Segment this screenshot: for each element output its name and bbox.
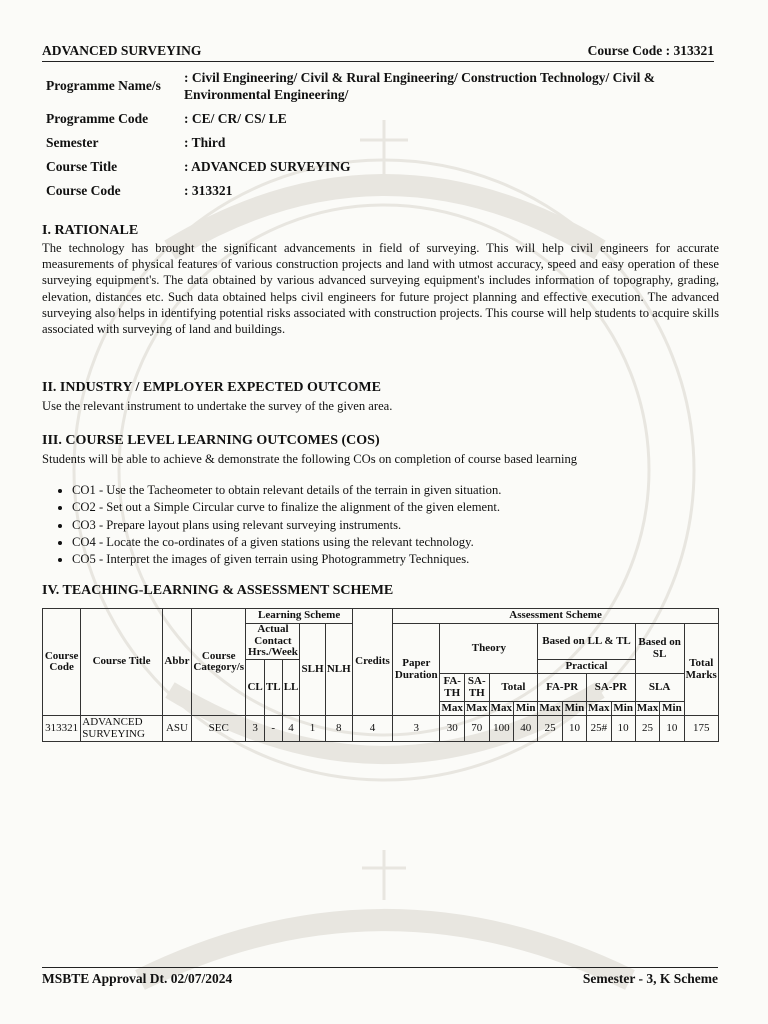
cell-slh: 1: [300, 716, 325, 742]
cell-tl: -: [264, 716, 282, 742]
cell-total-min: 40: [514, 716, 538, 742]
th-course-code: Course Code: [43, 609, 81, 716]
list-item: • CO2 - Set out a Simple Circular curve to finalize the alignment of the given element.: [72, 499, 501, 516]
th-min: Min: [660, 702, 684, 716]
th-abbr: Abbr: [162, 609, 191, 716]
cell-category: SEC: [192, 716, 246, 742]
info-row-course-title: Course Title : ADVANCED SURVEYING: [46, 159, 351, 174]
info-row-semester: Semester : Third: [46, 135, 226, 150]
th-max: Max: [588, 701, 610, 714]
course-info: [42, 67, 718, 203]
th-theory: Theory: [440, 624, 538, 674]
th-learning-scheme: Learning Scheme: [246, 609, 352, 624]
th-slh: SLH: [300, 624, 325, 716]
th-sa-th: SA- TH: [465, 674, 490, 702]
cell-sa-th-max: 70: [465, 716, 490, 742]
th-nlh: NLH: [325, 624, 352, 716]
cell-fa-pr-max: 25: [538, 716, 563, 742]
cell-course-code: 313321: [43, 716, 81, 742]
th-course-title: Course Title: [81, 609, 163, 716]
cell-sla-max: 25: [635, 716, 660, 742]
page-footer: [42, 967, 718, 987]
table-row: [43, 716, 719, 742]
cell-course-title: ADVANCED SURVEYING: [81, 716, 163, 742]
th-max: Max: [539, 701, 561, 714]
th-actual-contact: Actual Contact Hrs./Week: [246, 624, 300, 660]
scheme-table: [42, 608, 719, 742]
cell-total-max: 100: [489, 716, 514, 742]
cell-total-marks: 175: [684, 716, 719, 742]
th-total: Total: [489, 674, 538, 702]
scheme-heading: IV. TEACHING-LEARNING & ASSESSMENT SCHEME: [42, 583, 394, 598]
info-row-programme-name: Programme Name/s : Civil Engineering/ Civil & Rural Engineering/ Construction Technology/ Civil & Environmental Engineering/: [46, 70, 656, 102]
th-max: Max: [466, 701, 488, 714]
cell-abbr: ASU: [162, 716, 191, 742]
th-paper-duration: Paper Duration: [393, 624, 440, 716]
th-ll: LL: [282, 660, 300, 716]
rationale-heading: I. RATIONALE: [42, 223, 139, 238]
th-course-category: Course Category/s: [192, 609, 246, 716]
th-based-on-sl: Based on SL: [635, 624, 684, 674]
cos-intro: Students will be able to achieve & demonstrate the following COs on completion of course based learning: [42, 452, 578, 466]
footer-approval: MSBTE Approval Dt. 02/07/2024: [42, 971, 233, 986]
th-assessment-scheme: Assessment Scheme: [393, 609, 719, 624]
rationale-text: The technology has brought the significant advancements in field of surveying. This will help civil engineers for accurate measurements of physical features of various construction projects and land with utmost accuracy, speed and easy operation of these surveying equipment's. The data obtained by various advanced surveying equipment's includes information of topography, grading, elevation, distances etc. Such data obtained helps civil engineers for future project planning and effective execution. The advanced surveying also helps in identifying potential risks associated with construction projects. This course will help students to acquire skills associated with surveying of land and buildings.: [42, 241, 719, 337]
th-practical: Practical: [538, 660, 635, 674]
th-based-on-ll-tl: Based on LL & TL: [538, 624, 635, 660]
th-fa-th: FA- TH: [440, 674, 465, 702]
header-course-name: ADVANCED SURVEYING: [42, 43, 202, 58]
th-min: Min: [611, 702, 635, 716]
th-total-marks: Total Marks: [684, 624, 719, 716]
th-max: Max: [490, 701, 513, 714]
th-min: Min: [562, 702, 586, 716]
cell-sa-pr-max: 25#: [587, 716, 612, 742]
th-credits: Credits: [352, 609, 392, 716]
info-row-course-code: Course Code : 313321: [46, 183, 233, 198]
th-sa-pr: SA-PR: [587, 674, 636, 702]
cell-credits: 4: [352, 716, 392, 742]
footer-semester: Semester - 3, K Scheme: [582, 971, 718, 986]
th-max: Max: [441, 701, 463, 714]
list-item: • CO4 - Locate the co-ordinates of a given stations using the relevant technology.: [72, 534, 501, 551]
th-max: Max: [636, 701, 659, 714]
industry-heading: II. INDUSTRY / EMPLOYER EXPECTED OUTCOME: [42, 380, 381, 395]
cell-paper-duration: 3: [393, 716, 440, 742]
cell-fa-pr-min: 10: [562, 716, 586, 742]
page-header: [42, 43, 714, 62]
cell-sla-min: 10: [660, 716, 684, 742]
cell-nlh: 8: [325, 716, 352, 742]
cos-list: [42, 482, 501, 568]
th-fa-pr: FA-PR: [538, 674, 587, 702]
cell-fa-th-max: 30: [440, 716, 465, 742]
cell-cl: 3: [246, 716, 264, 742]
th-tl: TL: [264, 660, 282, 716]
header-course-code: Course Code : 313321: [587, 43, 714, 58]
list-item: • CO1 - Use the Tacheometer to obtain relevant details of the terrain in given situation.: [72, 482, 501, 499]
cell-sa-pr-min: 10: [611, 716, 635, 742]
list-item: • CO3 - Prepare layout plans using relevant surveying instruments.: [72, 517, 501, 534]
th-min: Min: [514, 702, 538, 716]
industry-text: Use the relevant instrument to undertake the survey of the given area.: [42, 399, 393, 413]
info-row-programme-code: Programme Code : CE/ CR/ CS/ LE: [46, 111, 287, 126]
list-item: • CO5 - Interpret the images of given terrain using Photogrammetry Techniques.: [72, 551, 501, 568]
th-sla: SLA: [635, 674, 684, 702]
cos-heading: III. COURSE LEVEL LEARNING OUTCOMES (COS): [42, 433, 380, 448]
cell-ll: 4: [282, 716, 300, 742]
th-cl: CL: [246, 660, 264, 716]
